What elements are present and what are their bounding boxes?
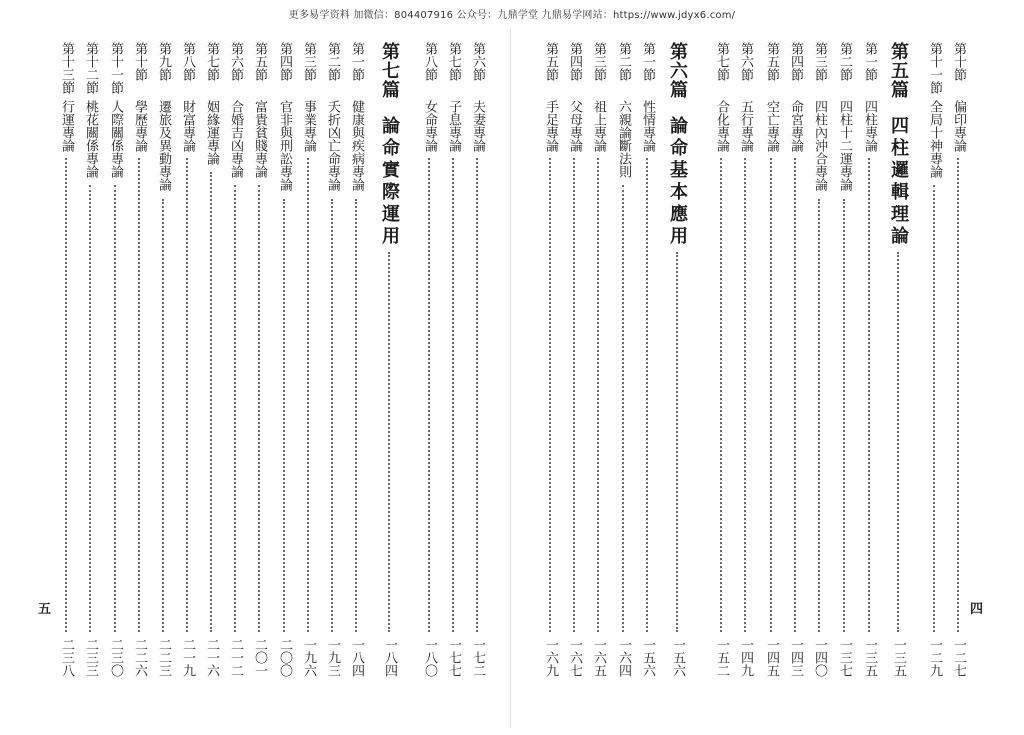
section-number: 第九節 xyxy=(156,42,171,81)
toc-part-entry xyxy=(666,42,688,722)
section-number: 第七節 xyxy=(714,42,729,81)
page-number: 一六七 xyxy=(567,638,582,677)
section-number: 第一節 xyxy=(862,42,877,81)
page-number: 一九三 xyxy=(325,638,340,677)
toc-section-entry xyxy=(636,42,658,722)
dot-leader xyxy=(114,185,116,632)
part-number: 第六篇 xyxy=(667,42,688,99)
section-number: 第十節 xyxy=(951,42,966,81)
section-number: 第五節 xyxy=(543,42,558,81)
dot-leader xyxy=(957,158,959,632)
toc-section-entry xyxy=(321,42,343,722)
toc-section-entry xyxy=(273,42,295,722)
dot-leader xyxy=(720,158,722,632)
page-number: 一六五 xyxy=(591,638,606,677)
dot-leader xyxy=(476,158,478,632)
section-number: 第三節 xyxy=(812,42,827,81)
dot-leader xyxy=(933,185,935,632)
section-number: 第五節 xyxy=(764,42,779,81)
toc-section-entry xyxy=(104,42,126,722)
toc-section-entry xyxy=(808,42,830,722)
section-number: 第八節 xyxy=(180,42,195,81)
section-number: 第五節 xyxy=(252,42,267,81)
section-number: 第十一節 xyxy=(927,42,942,94)
section-title: 姻緣運專論 xyxy=(204,100,219,165)
page-number: 一六四 xyxy=(616,638,631,677)
toc-section-entry xyxy=(176,42,198,722)
toc-section-entry xyxy=(55,42,77,722)
section-title: 六親論斷法則 xyxy=(616,100,631,178)
section-title: 夭折凶亡命專論 xyxy=(325,100,340,191)
page-number: 一四三 xyxy=(788,638,803,677)
toc-part-entry xyxy=(887,42,909,722)
section-number: 第三節 xyxy=(301,42,316,81)
toc-section-entry xyxy=(563,42,585,722)
section-number: 第六節 xyxy=(738,42,753,81)
toc-section-entry xyxy=(784,42,806,722)
page-number: 一九六 xyxy=(301,638,316,677)
section-title: 健康與疾病專論 xyxy=(349,100,364,191)
toc-section-entry xyxy=(947,42,969,722)
dot-leader xyxy=(622,185,624,632)
dot-leader xyxy=(258,185,260,632)
page-number: 一六九 xyxy=(543,638,558,677)
dot-leader xyxy=(388,252,390,632)
section-title: 事業專論 xyxy=(301,100,316,152)
dot-leader xyxy=(843,199,845,633)
section-title: 父母專論 xyxy=(567,100,582,152)
dot-leader xyxy=(186,158,188,632)
section-title: 空亡專論 xyxy=(764,100,779,152)
section-number: 第八節 xyxy=(422,42,437,81)
section-title: 四柱內沖合專論 xyxy=(812,100,827,191)
toc-section-entry xyxy=(539,42,561,722)
page-number: 一二九 xyxy=(927,638,942,677)
section-title: 學歷專論 xyxy=(132,100,147,152)
dot-leader xyxy=(428,158,430,632)
section-title: 合婚吉凶專論 xyxy=(228,100,243,178)
page-number: 二二三 xyxy=(156,638,171,677)
toc-section-entry xyxy=(200,42,222,722)
section-number: 第十一節 xyxy=(108,42,123,94)
section-number: 第七節 xyxy=(446,42,461,81)
left-page-folio: 五 xyxy=(38,602,52,617)
dot-leader xyxy=(65,158,67,632)
section-title: 夫妻專論 xyxy=(470,100,485,152)
page-number: 一五六 xyxy=(670,638,685,677)
page-number: 二三〇 xyxy=(108,638,123,677)
page-number: 二三八 xyxy=(59,638,74,677)
dot-leader xyxy=(331,199,333,633)
toc-section-entry xyxy=(79,42,101,722)
toc-section-entry xyxy=(466,42,488,722)
toc-section-entry xyxy=(152,42,174,722)
toc-section-entry xyxy=(858,42,880,722)
section-number: 第六節 xyxy=(228,42,243,81)
section-number: 第三節 xyxy=(591,42,606,81)
toc-section-entry xyxy=(923,42,945,722)
page-number: 二一六 xyxy=(204,638,219,677)
section-number: 第二節 xyxy=(837,42,852,81)
page-number: 一三七 xyxy=(837,638,852,677)
page-number: 二一九 xyxy=(180,638,195,677)
dot-leader xyxy=(573,158,575,632)
dot-leader xyxy=(138,158,140,632)
section-number: 第四節 xyxy=(277,42,292,81)
dot-leader xyxy=(283,199,285,633)
page-number: 一四五 xyxy=(764,638,779,677)
dot-leader xyxy=(794,158,796,632)
page-number: 二〇〇 xyxy=(277,638,292,677)
dot-leader xyxy=(676,252,678,632)
toc-part-entry xyxy=(378,42,400,722)
dot-leader xyxy=(897,252,899,632)
page-number: 一三五 xyxy=(862,638,877,677)
dot-leader xyxy=(744,158,746,632)
section-title: 子息專論 xyxy=(446,100,461,152)
dot-leader xyxy=(355,199,357,633)
section-number: 第十節 xyxy=(132,42,147,81)
section-number: 第四節 xyxy=(567,42,582,81)
toc-section-entry xyxy=(418,42,440,722)
page-number: 二〇一 xyxy=(252,638,267,677)
page-number: 二二六 xyxy=(132,638,147,677)
dot-leader xyxy=(89,185,91,632)
toc-section-entry xyxy=(128,42,150,722)
section-title: 官非與刑訟專論 xyxy=(277,100,292,191)
page-number: 一八〇 xyxy=(422,638,437,677)
section-title: 全局十神專論 xyxy=(927,100,942,178)
section-title: 手足專論 xyxy=(543,100,558,152)
dot-leader xyxy=(234,185,236,632)
page-number: 二三三 xyxy=(83,638,98,677)
section-title: 祖上專論 xyxy=(591,100,606,152)
part-number: 第七篇 xyxy=(379,42,400,99)
dot-leader xyxy=(549,158,551,632)
dot-leader xyxy=(162,199,164,633)
section-title: 偏印專論 xyxy=(951,100,966,152)
page-header-watermark: 更多易学资料 加微信：804407916 公众号：九鼎学堂 九鼎易学网站：https://www.jdyx6.com/ xyxy=(288,10,736,21)
toc-section-entry xyxy=(442,42,464,722)
section-title: 四柱十二運專論 xyxy=(837,100,852,191)
dot-leader xyxy=(818,199,820,633)
part-title: 論命基本應用 xyxy=(667,116,688,248)
section-number: 第二節 xyxy=(325,42,340,81)
page-number: 一八四 xyxy=(349,638,364,677)
page-number: 一四〇 xyxy=(812,638,827,677)
section-number: 第七節 xyxy=(204,42,219,81)
section-title: 行運專論 xyxy=(59,100,74,152)
page-number: 一三五 xyxy=(891,638,906,677)
dot-leader xyxy=(868,158,870,632)
toc-section-entry xyxy=(734,42,756,722)
right-page-folio: 四 xyxy=(970,602,984,617)
page-number: 一五六 xyxy=(640,638,655,677)
page-number: 一二七 xyxy=(951,638,966,677)
section-number: 第十二節 xyxy=(83,42,98,94)
dot-leader xyxy=(770,158,772,632)
toc-section-entry xyxy=(224,42,246,722)
section-title: 四柱專論 xyxy=(862,100,877,152)
section-title: 五行專論 xyxy=(738,100,753,152)
page-number: 一七二 xyxy=(470,638,485,677)
section-title: 性情專論 xyxy=(640,100,655,152)
section-title: 人際關係專論 xyxy=(108,100,123,178)
section-number: 第一節 xyxy=(640,42,655,81)
part-number: 第五篇 xyxy=(888,42,909,99)
toc-section-entry xyxy=(612,42,634,722)
section-title: 財富專論 xyxy=(180,100,195,152)
page-number: 二一二 xyxy=(228,638,243,677)
section-title: 桃花關係專論 xyxy=(83,100,98,178)
dot-leader xyxy=(307,158,309,632)
page-number: 一五二 xyxy=(714,638,729,677)
section-title: 遷旅及異動專論 xyxy=(156,100,171,191)
page-number: 一四九 xyxy=(738,638,753,677)
section-title: 女命專論 xyxy=(422,100,437,152)
dot-leader xyxy=(452,158,454,632)
section-number: 第二節 xyxy=(616,42,631,81)
toc-section-entry xyxy=(297,42,319,722)
toc-section-entry xyxy=(587,42,609,722)
page-number: 一八四 xyxy=(382,638,397,677)
section-title: 合化專論 xyxy=(714,100,729,152)
dot-leader xyxy=(210,172,212,633)
toc-section-entry xyxy=(760,42,782,722)
page-number: 一七七 xyxy=(446,638,461,677)
toc-section-entry xyxy=(710,42,732,722)
section-title: 富貴貧賤專論 xyxy=(252,100,267,178)
dot-leader xyxy=(646,158,648,632)
toc-section-entry xyxy=(248,42,270,722)
section-number: 第十三節 xyxy=(59,42,74,94)
part-title: 論命實際運用 xyxy=(379,116,400,248)
section-title: 命宮專論 xyxy=(788,100,803,152)
dot-leader xyxy=(597,158,599,632)
part-title: 四柱邏輯理論 xyxy=(888,116,909,248)
section-number: 第一節 xyxy=(349,42,364,81)
section-number: 第四節 xyxy=(788,42,803,81)
toc-section-entry xyxy=(833,42,855,722)
section-number: 第六節 xyxy=(470,42,485,81)
toc-section-entry xyxy=(345,42,367,722)
book-gutter xyxy=(510,28,511,728)
